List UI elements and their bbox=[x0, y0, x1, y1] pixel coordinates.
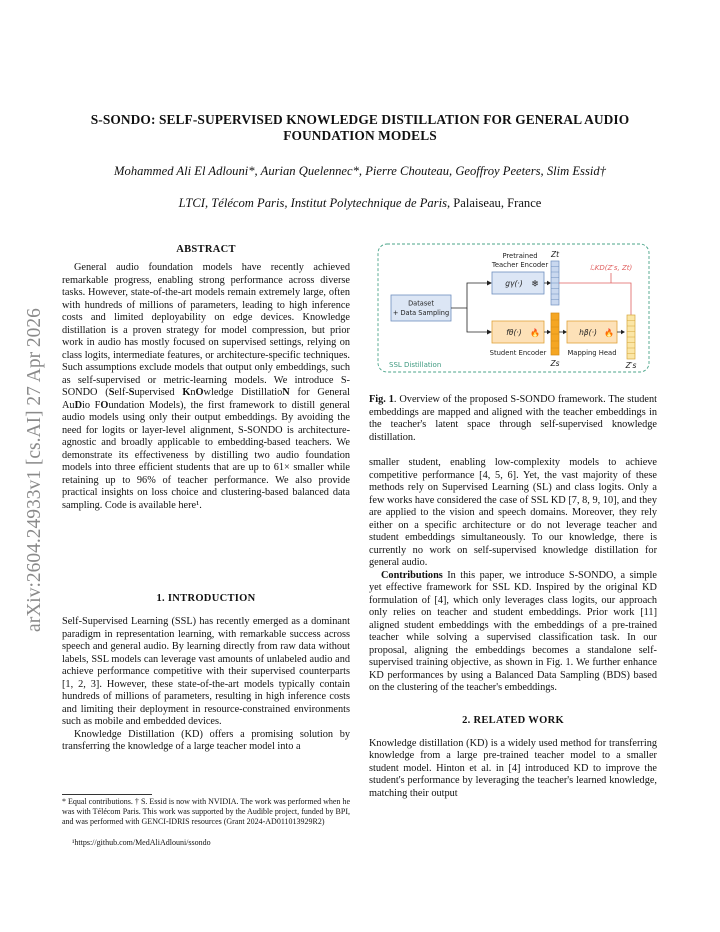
right-column bbox=[369, 457, 657, 800]
footnote-contrib: * Equal contributions. † S. Essid is now with NVIDIA. The work was performed when he was with Télécom Paris. This work was supported by the Audible project, funded by BPI, and was performed with GENCI-IDRIS resources (Grant 2024-AD011013929R2) bbox=[62, 797, 350, 826]
caption-label: Fig. 1 bbox=[369, 394, 394, 405]
related-work-heading: 2. RELATED WORK bbox=[462, 714, 564, 726]
zs-label: Zs bbox=[550, 359, 560, 368]
dataset-label: Dataset bbox=[408, 299, 434, 308]
snowflake-icon: ❄ bbox=[531, 279, 539, 290]
intro-continued: smaller student, enabling low-complexity models to achieve competitive performance [4, 5, 6]. Yet, the vast majority of these methods rely on Supervised Learning (SL) and class logits. Only a few works have considered the case of SSL KD [7, 8, 9, 10], and they are applied to the vision and speech domains. Moreover, they rely either on a specific architecture or do not leverage teacher and student embeddings simultaneously. To our knowledge, there is currently no work on self-supervised knowledge distillation for general audio. bbox=[369, 457, 657, 568]
student-embedding bbox=[551, 313, 559, 355]
student-label: Student Encoder bbox=[489, 349, 547, 357]
dataset-sampling-label: + Data Sampling bbox=[392, 309, 450, 317]
intro-paragraph-2: Knowledge Distillation (KD) offers a promising solution by transferring the knowledge of a large teacher model into a bbox=[62, 728, 350, 752]
arrow-to-student bbox=[467, 308, 487, 332]
abstract-heading: ABSTRACT bbox=[176, 244, 236, 255]
footnote-link: ¹https://github.com/MedAliAdlouni/ssondo bbox=[72, 838, 211, 847]
loss-label: ℒKD(Z′s, Zt) bbox=[589, 264, 633, 272]
intro-heading: 1. INTRODUCTION bbox=[156, 593, 256, 604]
contributions-paragraph bbox=[369, 570, 657, 695]
figure-1 bbox=[377, 243, 650, 373]
teacher-label-1: Pretrained bbox=[502, 252, 538, 260]
contributions-text: In this paper, we introduce S-SONDO, a simple yet effective framework for SSL KD. Inspired by the original KD formulation of [4], which only leverages class logits, our approach only relies on teacher and student embeddings. Prior work [11] aligned student embeddings with the embeddings of a pre-trained teacher while solving a supervised classification task. In our proposal, aligning the embeddings becomes a standalone self-supervised training objective, as shown in Fig. 1. We further enhance KD performances by using a Balanced Data Sampling (BDS) based on the clustering of the teacher's embeddings. bbox=[369, 569, 657, 693]
flame-icon-head: 🔥 bbox=[604, 328, 614, 338]
zt-label: Zt bbox=[550, 250, 560, 259]
footnote-rule bbox=[62, 794, 152, 795]
abstract-section bbox=[62, 244, 350, 512]
student-fn: fθ(·) bbox=[506, 328, 522, 337]
title-line-2: FOUNDATION MODELS bbox=[283, 128, 437, 143]
related-work-paragraph: Knowledge distillation (KD) is a widely used method for transferring knowledge from a large pre-trained teacher model to a smaller student model. Hinton et al. in [4] introduced KD to improve the student's performance by leveraging the teacher's learned knowledge, matching their output bbox=[369, 737, 657, 799]
acronym-expansion: Self-Supervised KnOwledge DistillatioN for General AuDio FOundation Models) bbox=[62, 387, 350, 411]
paper-title bbox=[70, 112, 650, 144]
teacher-fn: gγ(·) bbox=[505, 279, 523, 288]
introduction-section bbox=[62, 593, 350, 754]
flame-icon: 🔥 bbox=[530, 328, 540, 338]
title-line-1: S-SONDO: SELF-SUPERVISED KNOWLEDGE DISTILLATION FOR GENERAL AUDIO bbox=[90, 112, 630, 127]
caption-text: . Overview of the proposed S-SONDO framework. The student embeddings are mapped and aligned with the teacher embeddings in the teacher's latent space through self-supervised knowledge distillation. bbox=[369, 394, 657, 443]
author-list: Mohammed Ali El Adlouni*, Aurian Quelennec*, Pierre Chouteau, Geoffroy Peeters, Slim Essid† bbox=[114, 164, 606, 178]
affiliation-institution: LTCI, Télécom Paris, Institut Polytechnique de Paris bbox=[178, 196, 447, 210]
teacher-label-2: Teacher Encoder bbox=[491, 261, 549, 269]
arrow-to-teacher bbox=[451, 283, 487, 308]
ssl-distillation-label: SSL Distillation bbox=[389, 361, 442, 369]
head-fn: hβ(·) bbox=[579, 328, 597, 337]
abstract-text-a: General audio foundation models have recently achieved remarkable progress, enabling strong performance across diverse tasks. However, state-of-the-art models remain extremely large, often with hundreds of millions of parameters, leading to high inference costs and limited deployability on edge devices. Knowledge distillation is a proven strategy for model compression, but prior work in audio has mostly focused on supervised settings, relying on class logits, intermediate features, or architecture-specific techniques. Such assumptions exclude models that output only embeddings, such as self-supervised or metric-learning models. We introduce S-SONDO ( bbox=[62, 262, 350, 398]
arxiv-stamp bbox=[14, 270, 50, 670]
affiliation bbox=[60, 196, 660, 211]
teacher-embedding bbox=[551, 261, 559, 305]
projected-embedding bbox=[627, 315, 635, 359]
intro-paragraph-1: Self-Supervised Learning (SSL) has recently emerged as a dominant paradigm in representation learning, with remarkable success across speech and general audio. By learning directly from raw data without labels, SSL models can leverage vast amounts of unlabeled audio and achieve performance competitive with their supervised counterparts [1, 2, 3]. However, these state-of-the-art models typically contain hundreds of millions of parameters, resulting in high inference costs and limiting their deployment in resource-constrained environments such as mobile and embedded devices. bbox=[62, 616, 350, 727]
contributions-label: Contributions bbox=[381, 569, 443, 581]
abstract-text bbox=[62, 262, 350, 512]
abstract-text-b: , the first framework to distill general audio models using only their output embeddings. By avoiding the need for logits or layer-level alignment, S-SONDO is architecture-agnostic and broadly applicable to embedding-based teachers. We demonstrate its effectiveness by distilling two audio foundation models into three efficient students that are up to 61× smaller while retaining up to 96% of teacher performance. We also provide practical insights on loss choice and clustering-based balanced data sampling. Code is available here¹. bbox=[62, 399, 351, 511]
figure-caption bbox=[369, 394, 657, 444]
zs-prime-label: Z′s bbox=[625, 361, 637, 370]
loss-connector bbox=[559, 283, 631, 315]
arxiv-identifier: arXiv:2604.24933v1 [cs.AI] 27 Apr 2026 bbox=[24, 308, 45, 632]
affiliation-location: , Palaiseau, France bbox=[446, 196, 542, 210]
head-label: Mapping Head bbox=[567, 349, 617, 357]
